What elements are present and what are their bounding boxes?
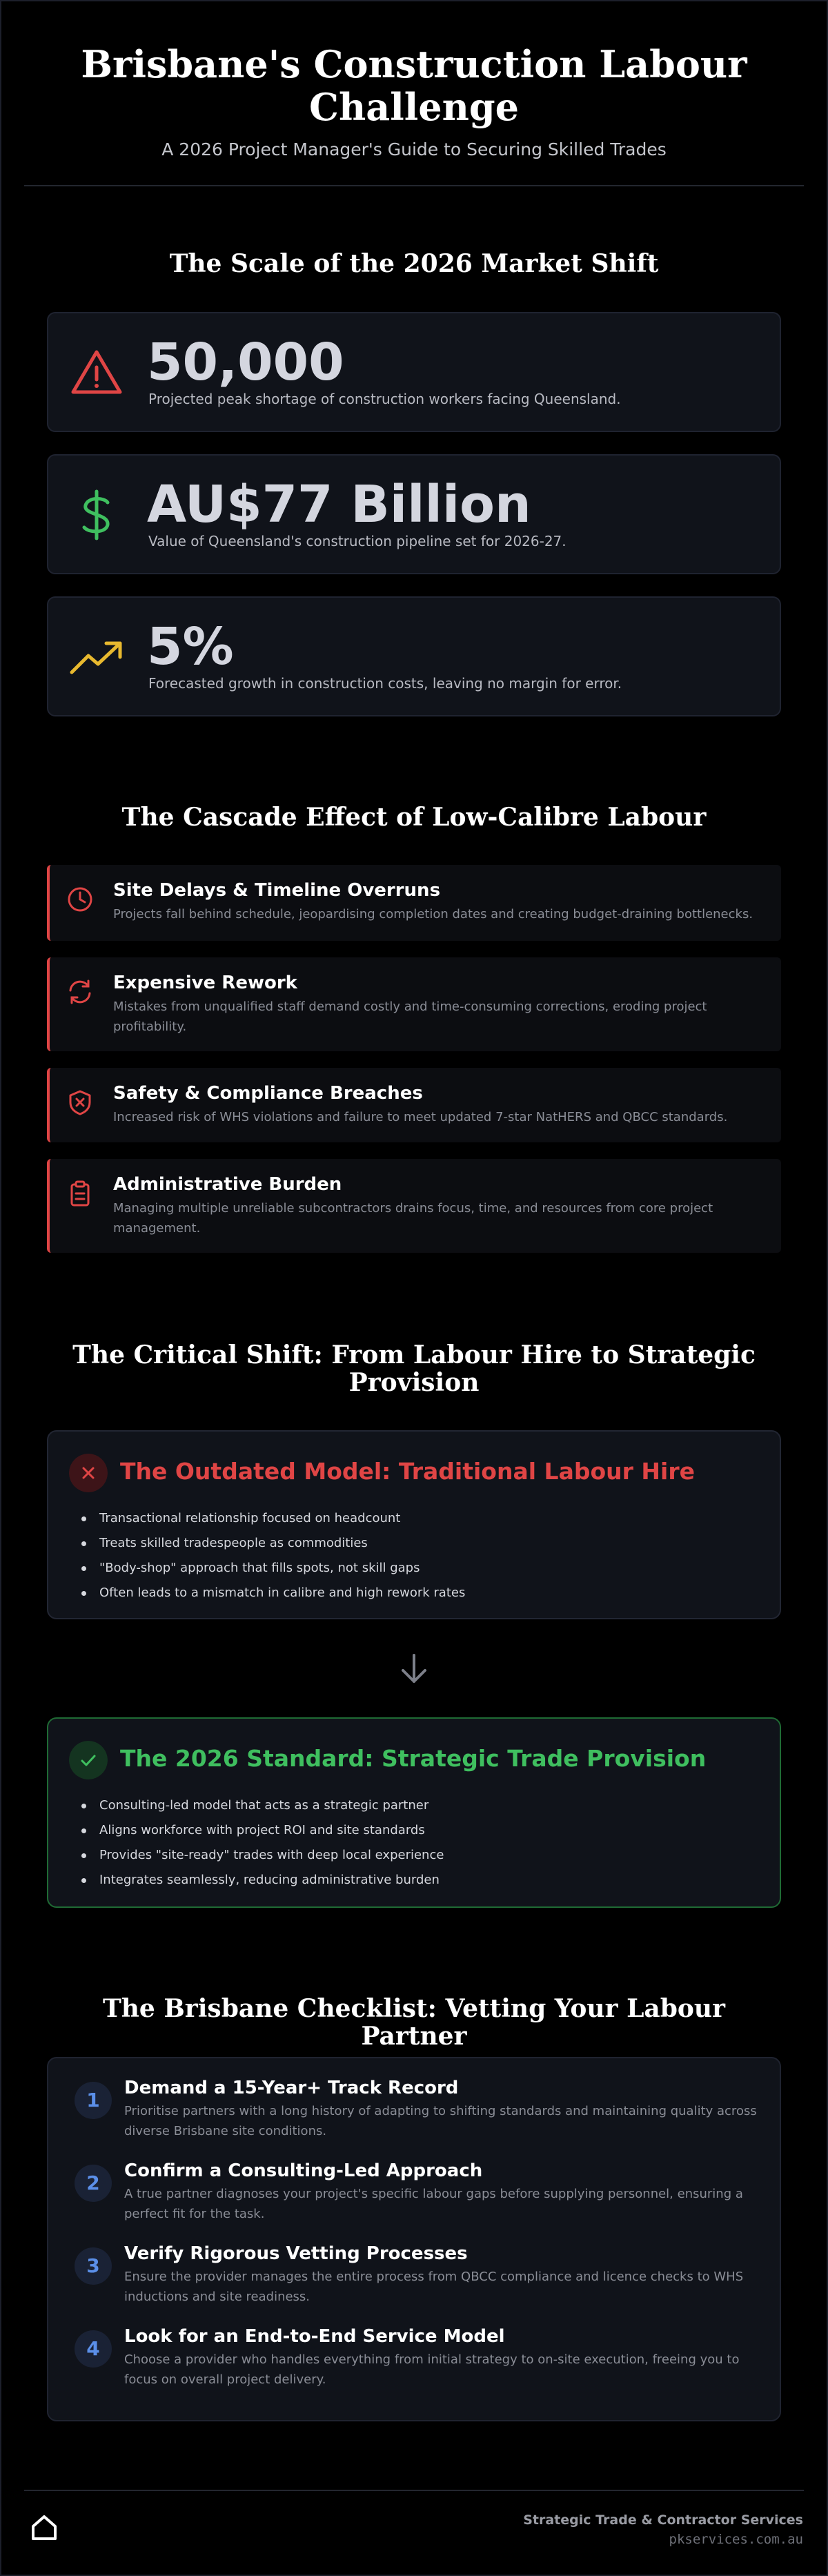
list-item: Consulting-led model that acts as a strategic partner [81, 1793, 444, 1818]
step-number: 1 [75, 2082, 112, 2119]
cascade-item-desc: Projects fall behind schedule, jeopardising completion dates and creating budget-draining bottlenecks. [113, 907, 753, 921]
cascade-item-title: Site Delays & Timeline Overruns [113, 880, 441, 901]
checklist-step [48, 2307, 782, 2387]
step-number: 4 [75, 2330, 112, 2368]
refresh-icon [66, 978, 94, 1006]
warning-triangle-icon [69, 345, 124, 400]
checklist-step [48, 2058, 782, 2138]
stat-card-pipeline [47, 454, 781, 574]
step-description: Ensure the provider manages the entire process from QBCC compliance and licence checks to WHS inductions and site readiness. [124, 2270, 744, 2304]
standard-model-title: The 2026 Standard: Strategic Trade Provision [120, 1745, 707, 1772]
step-description: A true partner diagnoses your project's specific labour gaps before supplying personnel, ensuring a perfect fit for the task. [124, 2187, 743, 2221]
home-icon[interactable] [29, 2512, 59, 2543]
cascade-item-desc: Managing multiple unreliable subcontractors drains focus, time, and resources from core project management. [113, 1201, 713, 1236]
cascade-item [47, 1068, 781, 1142]
step-description: Prioritise partners with a long history of adapting to shifting standards and maintaining quality across diverse Brisbane site conditions. [124, 2104, 757, 2138]
page-subtitle: A 2026 Project Manager's Guide to Securing Skilled Trades [161, 139, 667, 159]
header-divider [24, 185, 804, 186]
stat-description: Value of Queensland's construction pipeline set for 2026-27. [148, 533, 566, 549]
footer-website[interactable]: pkservices.com.au [669, 2532, 803, 2547]
trending-up-icon [69, 630, 124, 685]
cascade-item [47, 865, 781, 941]
stat-value: 5% [147, 617, 234, 676]
arrow-down-icon [396, 1651, 432, 1687]
outdated-model-title: The Outdated Model: Traditional Labour Hire [120, 1458, 695, 1485]
cascade-section-title: The Cascade Effect of Low-Calibre Labour [121, 803, 707, 832]
list-item: Provides "site-ready" trades with deep local experience [81, 1843, 444, 1868]
list-item: Transactional relationship focused on headcount [81, 1506, 465, 1531]
checklist-card [47, 2057, 781, 2421]
clipboard-icon [66, 1180, 94, 1207]
list-item: Aligns workforce with project ROI and site standards [81, 1818, 444, 1843]
footer-divider [24, 2490, 804, 2491]
step-title: Demand a 15-Year+ Track Record [124, 2078, 459, 2098]
step-number: 2 [75, 2165, 112, 2202]
checklist-section-title: The Brisbane Checklist: Vetting Your Labour Partner [102, 1994, 726, 2051]
cascade-item-title: Expensive Rework [113, 973, 297, 993]
stat-description: Projected peak shortage of construction workers facing Queensland. [148, 391, 621, 407]
stat-card-shortage [47, 312, 781, 432]
step-number: 3 [75, 2247, 112, 2285]
cascade-item [47, 957, 781, 1051]
cascade-item-desc: Mistakes from unqualified staff demand costly and time-consuming corrections, eroding project profitability. [113, 999, 707, 1034]
dollar-icon [69, 487, 124, 543]
step-description: Choose a provider who handles everything from initial strategy to on-site execution, freeing you to focus on overall project delivery. [124, 2352, 740, 2387]
outdated-model-points [81, 1506, 465, 1606]
header [0, 0, 828, 186]
check-icon [69, 1741, 108, 1779]
outdated-model-card [47, 1430, 781, 1619]
list-item: Often leads to a mismatch in calibre and high rework rates [81, 1581, 465, 1606]
stat-value: AU$77 Billion [147, 475, 531, 534]
checklist-step [48, 2224, 782, 2304]
step-title: Look for an End-to-End Service Model [124, 2326, 505, 2347]
cascade-item-title: Safety & Compliance Breaches [113, 1083, 423, 1104]
standard-model-card [47, 1717, 781, 1908]
cascade-item [47, 1159, 781, 1253]
scale-section-title: The Scale of the 2026 Market Shift [169, 249, 659, 278]
shift-section-title: The Critical Shift: From Labour Hire to Strategic Provision [72, 1340, 756, 1397]
clock-icon [66, 886, 94, 913]
step-title: Confirm a Consulting-Led Approach [124, 2160, 483, 2181]
page-title: Brisbane's Construction Labour Challenge [81, 42, 747, 129]
stat-value: 50,000 [147, 333, 344, 392]
checklist-step [48, 2141, 782, 2221]
cascade-item-title: Administrative Burden [113, 1174, 342, 1195]
close-icon [69, 1454, 108, 1492]
list-item: "Body-shop" approach that fills spots, not skill gaps [81, 1556, 465, 1581]
cascade-item-desc: Increased risk of WHS violations and failure to meet updated 7-star NatHERS and QBCC standards. [113, 1110, 728, 1124]
footer-company: Strategic Trade & Contractor Services [523, 2512, 803, 2528]
standard-model-points [81, 1793, 444, 1893]
shield-x-icon [66, 1089, 94, 1116]
list-item: Integrates seamlessly, reducing administrative burden [81, 1868, 444, 1893]
stat-card-cost-growth [47, 596, 781, 716]
step-title: Verify Rigorous Vetting Processes [124, 2243, 468, 2264]
stat-description: Forecasted growth in construction costs, leaving no margin for error. [148, 675, 622, 692]
list-item: Treats skilled tradespeople as commodities [81, 1531, 465, 1556]
